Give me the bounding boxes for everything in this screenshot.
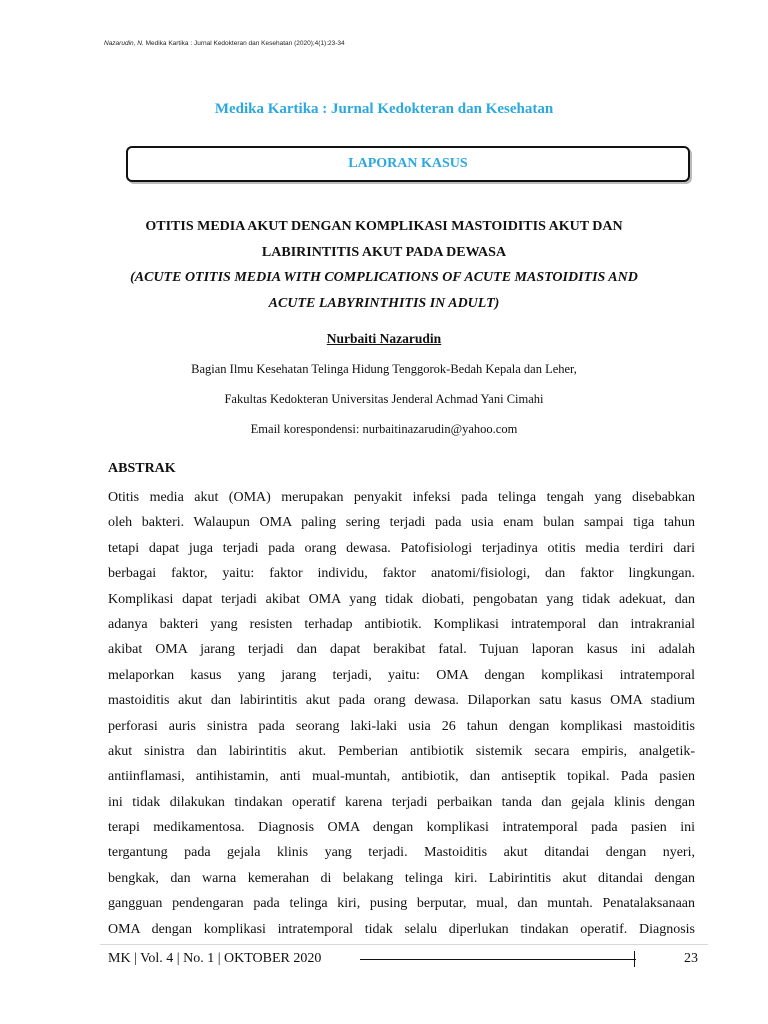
title-en-line-2: ACUTE LABYRINTHITIS IN ADULT) [268,295,500,311]
article-type-box [126,146,690,182]
abstract-line: gangguan pendengaran pada telinga kiri, pusing berputar, mual, dan muntah. Penatalaksanaan [108,896,695,912]
footer-rule-cap [634,951,635,967]
abstract-line: adanya bakteri yang resisten terhadap antibiotik. Komplikasi intratemporal dan intrakranial [108,616,695,632]
affiliation-department: Bagian Ilmu Kesehatan Telinga Hidung Tenggorok-Bedah Kepala dan Leher, [191,362,577,376]
abstract-line: tergantung pada gejala klinis yang terjadi. Mastoiditis akut ditandai dengan nyeri, [108,845,695,861]
correspondence-email: Email korespondensi: nurbaitinazarudin@yahoo.com [250,422,518,436]
affiliation-faculty: Fakultas Kedokteran Universitas Jenderal Achmad Yani Cimahi [224,392,544,406]
abstract-line: ini tidak dilakukan tindakan operatif karena terjadi perbaikan tanda dan gejala klinis dengan [108,794,695,810]
running-head-author: Nazarudin, N. [104,40,144,47]
journal-name: Medika Kartika : Jurnal Kedokteran dan Kesehatan [214,101,554,117]
title-id-line-1: OTITIS MEDIA AKUT DENGAN KOMPLIKASI MASTOIDITIS AKUT DAN [145,219,623,234]
title-id-line-2: LABIRINTITIS AKUT PADA DEWASA [261,244,507,260]
abstract-line: perforasi auris sinistra pada seorang laki-laki usia 26 tahun dengan komplikasi mastoiditis [108,718,695,734]
abstract-line: melaporkan kasus yang jarang terjadi, yaitu: OMA dengan komplikasi intratemporal [108,667,695,683]
abstract-line: oleh bakteri. Walaupun OMA paling sering terjadi pada usia enam bulan sampai tiga tahun [108,515,695,531]
abstract-line: berbagai faktor, yaitu: faktor individu, faktor anatomi/fisiologi, dan faktor lingkungan. [108,566,695,582]
abstract-line: Otitis media akut (OMA) merupakan penyakit infeksi pada telinga tengah yang disebabkan [108,490,695,505]
abstract-line: mastoiditis akut dan labirintitis akut pada orang dewasa. Dilaporkan satu kasus OMA stadium [108,693,695,709]
running-head-citation: Medika Kartika : Jurnal Kedokteran dan Kesehatan (2020);4(1):23-34 [145,40,345,47]
footer-rule [360,959,636,960]
author-name [0,331,768,347]
abstract-line: terapi medikamentosa. Diagnosis OMA dengan komplikasi intratemporal pada pasien ini [108,820,695,836]
article-title [100,214,668,316]
page-number: 23 [684,951,698,966]
footer-issue-label: MK | Vol. 4 | No. 1 | OKTOBER 2020 [108,951,322,966]
abstract-body [108,485,695,942]
author-name-text: Nurbaiti Nazarudin [326,331,442,346]
page-footer [100,944,708,966]
abstract-line: bengkak, dan warna kemerahan di belakang telinga kiri. Labirintitis akut ditandai dengan [108,870,695,886]
abstract-line: akut sinistra dan labirintitis akut. Pemberian antibiotik sistemik secara empiris, analgetik- [108,743,695,759]
abstract-line: akibat OMA jarang terjadi dan dapat berakibat fatal. Tujuan laporan kasus ini adalah [108,642,695,658]
running-head [104,40,345,47]
abstract-line: OMA dengan komplikasi intratemporal tidak selalu diperlukan tindakan operatif. Diagnosis [108,921,695,937]
abstract-line: Komplikasi dapat terjadi akibat OMA yang tidak diobati, pengobatan yang tidak adekuat, dan [108,591,695,607]
article-type-label: LAPORAN KASUS [348,156,468,171]
abstract-line: antiinflamasi, antihistamin, anti mual-muntah, antibiotik, dan antiseptik topikal. Pada pasien [108,769,695,785]
abstract-line: tetapi dapat juga terjadi pada orang dewasa. Patofisiologi terjadinya otitis media terdiri dari [108,540,695,556]
title-en-line-1: (ACUTE OTITIS MEDIA WITH COMPLICATIONS OF ACUTE MASTOIDITIS AND [130,270,638,285]
abstract-heading: ABSTRAK [108,461,176,476]
